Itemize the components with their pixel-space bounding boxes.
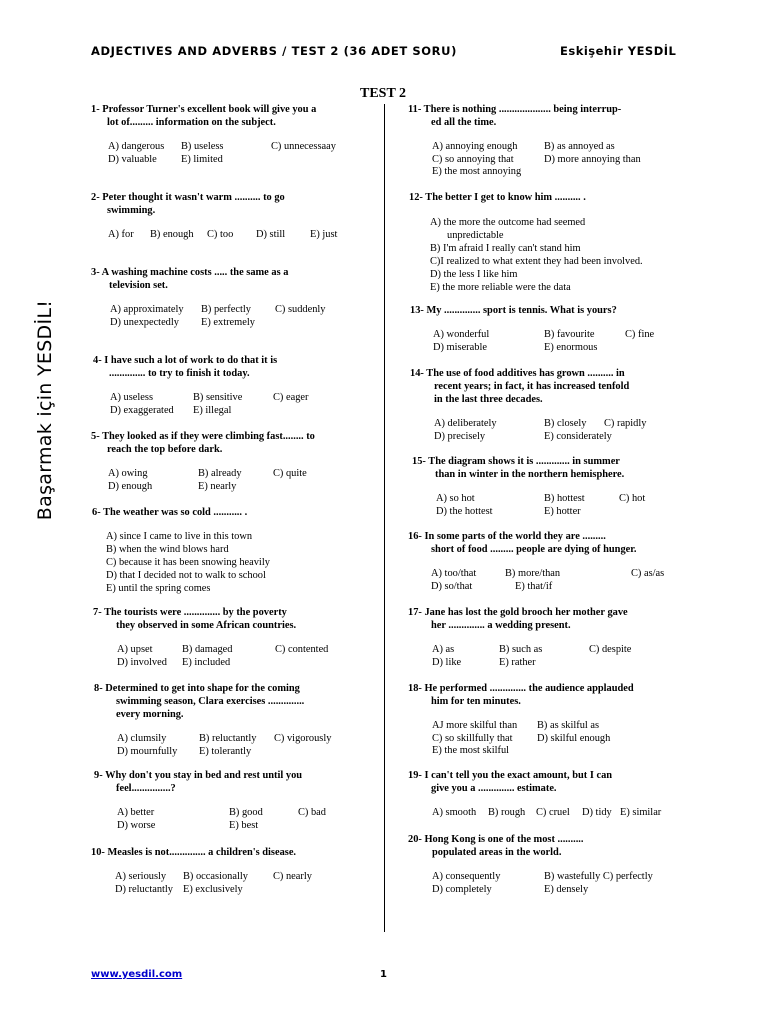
option-a[interactable]: A) smooth [432,807,477,818]
option-b[interactable]: B) as annoyed as [544,141,615,152]
option-a-continued: unpredictable [447,230,504,241]
option-c[interactable]: C) contented [275,644,329,655]
question-text: 3- A washing machine costs ..... the same as a television set. [91,267,289,291]
question-6 [92,506,362,595]
option-b[interactable]: B) reluctantly [199,733,257,744]
question-20 [408,833,676,895]
author-name: Eskişehir YESDİL [560,44,677,58]
option-row [117,819,362,832]
option-e[interactable]: E) just [310,229,338,240]
option-row [436,492,677,505]
option-a[interactable]: A) too/that [431,568,477,579]
option-c[interactable]: C) suddenly [275,304,326,315]
question-13 [410,304,680,353]
option-d[interactable]: D) involved [117,656,167,668]
question-text: 15- The diagram shows it is ............. in summer than in winter in the northern hemisphere. [412,456,625,480]
option-b[interactable]: B) closely [544,418,587,429]
option-b[interactable]: B) I'm afraid I really can't stand him [430,243,581,254]
option-row [432,165,670,178]
option-d[interactable]: D) enough [108,480,153,492]
option-c[interactable]: C) despite [589,644,632,655]
option-row [432,140,670,153]
option-a[interactable]: A) owing [108,468,148,479]
question-8 [94,682,362,757]
question-text: 12- The better I get to know him .......... . [409,192,586,203]
option-row [432,153,670,166]
option-b[interactable]: B) perfectly [201,304,251,315]
column-divider [384,104,385,932]
option-row [117,806,362,819]
question-4 [93,354,362,416]
question-2 [91,191,362,241]
option-e[interactable]: E) the most annoying [432,166,522,178]
option-row [117,732,362,745]
option-c[interactable]: C) because it has been snowing heavily [106,557,270,568]
option-e[interactable]: E) enormous [544,341,598,353]
option-b[interactable]: B) good [229,807,263,818]
option-row [434,417,677,430]
option-c[interactable]: C) too [207,229,234,240]
option-e[interactable]: E) exclusively [183,883,243,895]
option-e[interactable]: E) included [182,656,231,668]
option-c[interactable]: C) so annoying that [432,153,514,165]
page-number: 1 [380,969,387,980]
question-11 [408,103,670,178]
question-text: 2- Peter thought it wasn't warm .......... to go swimming. [91,192,285,216]
option-d[interactable]: D) the less I like him [430,269,518,280]
option-b[interactable]: B) rough [488,807,526,818]
question-17 [408,606,678,668]
question-1 [91,103,362,165]
option-b[interactable]: B) when the wind blows hard [106,544,229,555]
question-12 [409,191,679,294]
option-e[interactable]: E) tolerantly [199,745,252,757]
option-c[interactable]: C)I realized to what extent they had been involved. [430,256,643,267]
option-a[interactable]: A) for [108,229,134,240]
option-a[interactable]: A) upset [117,644,153,655]
question-text: 10- Measles is not.............. a children's disease. [91,847,297,858]
question-3 [91,266,362,328]
option-a[interactable]: A) dangerous [108,141,165,152]
option-d[interactable]: D) precisely [434,430,486,442]
question-text: 13- My .............. sport is tennis. What is yours? [410,305,617,316]
option-a[interactable]: A) as [432,644,455,655]
option-e[interactable]: E) nearly [198,480,237,492]
option-a[interactable]: A) seriously [115,871,167,882]
option-c[interactable]: C) bad [298,807,326,818]
option-a[interactable]: A) annoying enough [432,141,518,152]
option-e[interactable]: E) the more reliable were the data [430,282,571,293]
question-14 [410,367,677,442]
question-19 [408,769,676,819]
option-row [432,656,678,669]
option-b[interactable]: B) favourite [544,329,595,340]
option-e[interactable]: E) the most skilful [432,745,510,757]
option-a[interactable]: A) the more the outcome had seemed [430,217,586,228]
option-a[interactable]: A) better [117,807,155,818]
option-row [432,643,678,656]
option-row [433,341,680,354]
option-b[interactable]: B) damaged [182,644,233,655]
option-b-c[interactable]: B) wastefully C) perfectly [544,871,653,882]
option-c[interactable]: C) cruel [536,807,570,818]
option-e[interactable]: E) densely [544,883,589,895]
option-e[interactable]: E) illegal [193,404,232,416]
option-a[interactable]: A) approximately [110,304,184,315]
option-a[interactable]: A) wonderful [433,329,490,340]
option-d[interactable]: D) skilful enough [537,732,611,744]
question-text: 7- The tourists were .............. by the poverty they observed in some African countries. [93,607,297,631]
option-row [108,153,362,166]
question-text: 8- Determined to get into shape for the coming swimming season, Clara exercises .............. every morning. [94,683,305,720]
question-text: 5- They looked as if they were climbing fast........ to reach the top before dark. [91,431,315,455]
option-row [115,870,366,883]
option-d[interactable]: D) worse [117,819,156,831]
option-b[interactable]: B) more/than [505,568,561,579]
option-d[interactable]: D) like [432,656,462,668]
option-row [115,883,366,896]
option-e[interactable]: E) until the spring comes [106,583,211,594]
option-row [431,580,676,593]
option-c[interactable]: C) nearly [273,871,312,882]
option-d[interactable]: D) unexpectedly [110,316,179,328]
option-d[interactable]: D) the hottest [436,505,493,517]
option-row [108,480,362,493]
option-c[interactable]: C) as/as [631,568,665,579]
option-e[interactable]: E) limited [181,153,223,165]
question-text: 11- There is nothing .................... being interrup- ed all the time. [408,104,622,128]
option-row [432,719,678,732]
option-a[interactable]: A) useless [110,392,153,403]
question-16 [408,530,676,592]
option-row [432,744,678,757]
test-title: TEST 2 [360,86,407,101]
option-d[interactable]: D) more annoying than [544,153,641,165]
question-text: 17- Jane has lost the gold brooch her mother gave her .............. a wedding present. [408,607,628,631]
option-b[interactable]: B) such as [499,644,543,655]
option-b[interactable]: B) as skilful as [537,720,600,731]
option-b[interactable]: B) already [198,468,242,479]
option-row [117,656,362,669]
question-text: 18- He performed .............. the audience applauded him for ten minutes. [408,683,634,707]
option-row [432,806,676,819]
question-text: 19- I can't tell you the exact amount, but I can give you a .............. estimate. [408,770,613,794]
option-row [433,328,680,341]
option-d[interactable]: D) tidy [582,807,612,818]
option-d[interactable]: D) reluctantly [115,883,173,895]
option-d[interactable]: D) that I decided not to walk to school [106,570,266,581]
question-10 [91,846,366,895]
question-text: 20- Hong Kong is one of the most .......... populated areas in the world. [408,834,584,858]
option-row [110,303,362,316]
option-row [110,391,362,404]
option-row [117,745,362,758]
option-c[interactable]: C) hot [619,493,646,504]
option-a[interactable]: A) clumsily [117,733,167,744]
option-b[interactable]: B) useless [181,141,224,152]
option-row [436,505,677,518]
question-text: 4- I have such a lot of work to do that it is .............. to try to finish it today. [93,355,278,379]
question-text: 1- Professor Turner's excellent book will give you a lot of......... information on the subject. [91,104,317,128]
option-c[interactable]: C) unnecessaay [271,141,336,152]
question-9 [94,769,362,831]
question-text: 16- In some parts of the world they are ......... short of food ......... people are dying of hunger. [408,531,637,555]
option-d[interactable]: D) mournfully [117,745,178,757]
option-d[interactable]: D) exaggerated [110,404,174,416]
option-d[interactable]: D) so/that [431,580,473,592]
option-d[interactable]: D) still [256,229,286,240]
option-row [108,140,362,153]
side-slogan: Başarmak için YESDİL! [34,299,56,521]
option-c[interactable]: C) fine [625,329,655,340]
option-c[interactable]: C) so skillfully that [432,732,513,744]
option-row [431,567,676,580]
option-row [434,430,677,443]
option-b[interactable]: B) hottest [544,493,585,504]
option-a[interactable]: A) since I came to live in this town [106,531,253,542]
option-c[interactable]: C) quite [273,468,307,479]
option-row [108,228,362,241]
option-a[interactable]: A) consequently [432,871,501,882]
question-7 [93,606,362,668]
option-b[interactable]: B) enough [150,229,194,240]
option-a[interactable]: AJ more skilful than [432,720,518,731]
option-a[interactable]: A) so hot [436,493,475,504]
website-link[interactable]: www.yesdil.com [91,969,183,980]
option-row [110,316,362,329]
option-e[interactable]: E) extremely [201,316,255,328]
option-row [432,883,676,896]
question-5 [91,430,362,492]
option-b[interactable]: B) occasionally [183,871,248,882]
option-e[interactable]: E) considerately [544,430,612,442]
option-b[interactable]: B) sensitive [193,392,243,403]
option-e[interactable]: E) rather [499,656,536,668]
option-d[interactable]: D) valuable [108,153,157,165]
option-e[interactable]: E) best [229,819,259,831]
option-c[interactable]: C) rapidly [604,418,647,429]
option-row [108,467,362,480]
question-text: 9- Why don't you stay in bed and rest until you feel...............? [94,770,303,794]
option-row [432,870,676,883]
option-d[interactable]: D) completely [432,883,492,895]
option-row [110,404,362,417]
question-18 [408,682,678,757]
option-c[interactable]: C) eager [273,392,309,403]
question-text: 6- The weather was so cold ........... . [92,507,248,518]
option-d[interactable]: D) miserable [433,341,487,353]
option-c[interactable]: C) vigorously [274,733,332,744]
question-15 [412,455,677,517]
option-row [117,643,362,656]
option-row [432,732,678,745]
option-e[interactable]: E) that/if [515,580,553,592]
document-title: ADJECTIVES AND ADVERBS / TEST 2 (36 ADET SORU) [91,44,457,58]
option-a[interactable]: A) deliberately [434,418,497,429]
option-e[interactable]: E) similar [620,807,662,818]
option-e[interactable]: E) hotter [544,505,581,517]
question-text: 14- The use of food additives has grown .......... in recent years; in fact, it has increased tenfold in the last three decades. [410,368,630,405]
